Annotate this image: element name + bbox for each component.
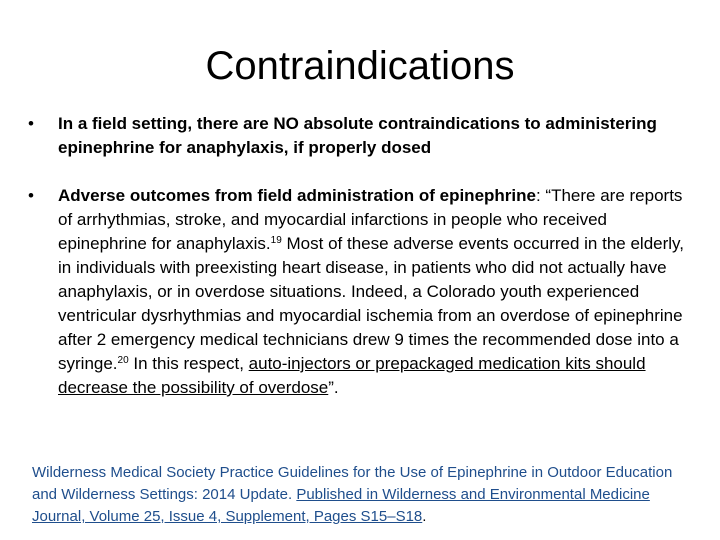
citation-text: Wilderness Medical Society Practice Guidelines for the Use of Epinephrine in Outdoor Education and Wilderness Settings: 2014 Update. <box>32 464 673 503</box>
bullet-text: In a field setting, there are NO absolute contraindications to administering epinephrine for anaphylaxis, if properly dosed <box>58 114 657 157</box>
citation <box>32 462 692 528</box>
citation-link[interactable]: Published in Wilderness and Environmental Medicine Journal, Volume 25, Issue 4, Supplement, Pages S15–S18 <box>32 486 650 525</box>
quote-part-1: “There are reports of arrhythmias, stroke, and myocardial infarctions in people who received epinephrine for anaphylaxis. <box>58 186 683 253</box>
bullet-heading: Adverse outcomes from field administration of epinephrine <box>58 186 536 205</box>
bullet-no-contraindications <box>28 112 688 160</box>
reference-20: 20 <box>117 355 129 366</box>
quote-part-2: Most of these adverse events occurred in the elderly, in individuals with preexisting heart disease, in patients who did not actually have anaphylaxis, or in overdose situations. Indeed, a Colorado youth experienced ventricular dysrhythmias and myocardial ischemia from an overdose of epinephrine after 2 emergency medical technicians drew 9 times the recommended dose into a syringe. <box>58 234 685 373</box>
bullet-colon: : <box>535 186 541 205</box>
bullet-adverse-outcomes <box>28 184 688 400</box>
reference-19: 19 <box>270 235 282 246</box>
bullet-list <box>28 112 688 400</box>
bullet-marker: • <box>28 114 34 133</box>
underlined-recommendation: auto-injectors or prepackaged medication kits should decrease the possibility of overdose <box>58 354 646 397</box>
quote-part-3: In this respect, <box>128 354 249 373</box>
slide-title: Contraindications <box>205 44 515 88</box>
bullet-marker: • <box>28 186 34 205</box>
citation-end: . <box>422 508 427 525</box>
quote-end: ”. <box>328 378 339 397</box>
